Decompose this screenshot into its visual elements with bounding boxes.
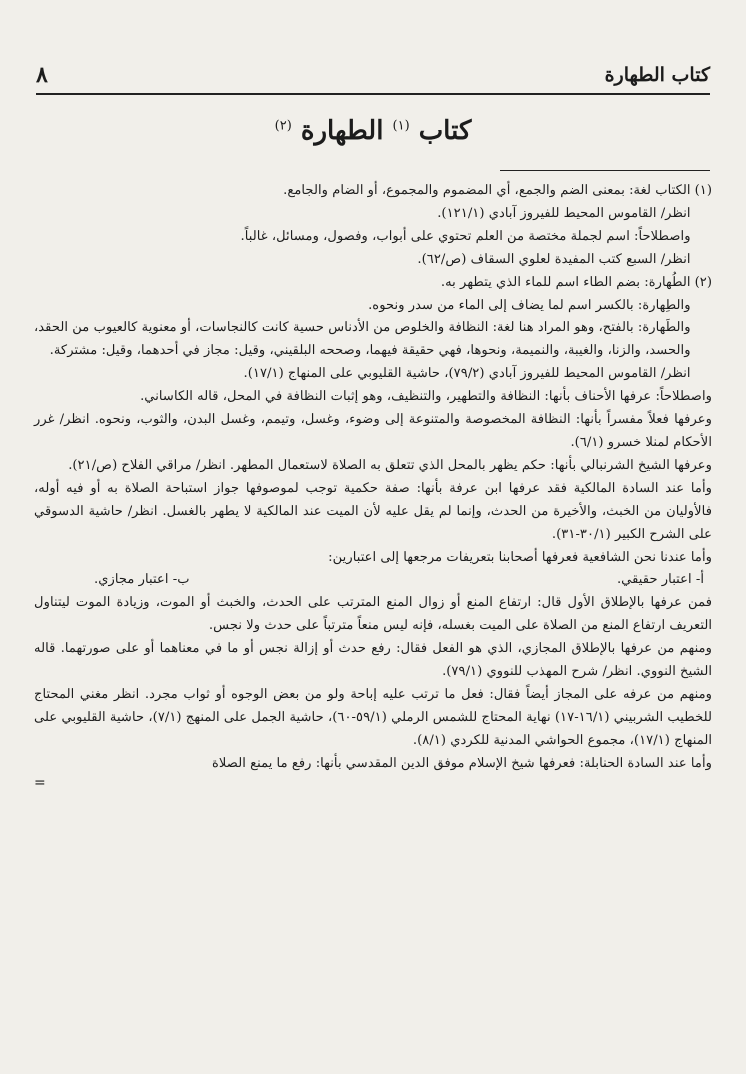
footnote-text: انظر/ السبع كتب المفيدة لعلوي السقاف (ص/٦٢). <box>417 251 691 267</box>
header-rule <box>36 93 710 95</box>
footnote-1 <box>34 180 712 272</box>
footnote-text: والطِهارة: بالكسر اسم لما يضاف إلى الماء من سدر ونحوه. <box>368 297 691 313</box>
definition-options <box>34 569 712 592</box>
footnote-2 <box>34 272 712 387</box>
footnote-text: انظر/ القاموس المحيط للفيروز آبادي (٧٩/٢)، حاشية القليوبي على المنهاج (١٧/١). <box>243 366 691 382</box>
footnote-text: واصطلاحاً: اسم لجملة مختصة من العلم تحتوي على أبواب، وفصول، ومسائل، غالباً. <box>240 228 691 244</box>
chapter-title <box>0 116 746 146</box>
footnote-separator <box>500 170 710 171</box>
footnote-text: وأما عند السادة المالكية فقد عرفها ابن عرفة بأنها: صفة حكمية توجب لموصوفها جواز استباحة الصلاة به أو فيه أوله، فالأوليان من الخبث، والأخيرة من الحدث، وإنما لم يقل عليه لأن الميت عند المالكية لا يطهر بالغسل. انظر/ حاشية الدسوقي على الشرح الكبير (٣٠/١-٣١). <box>34 480 712 542</box>
footnote-ref-2: (٢) <box>274 118 292 134</box>
footnotes <box>34 180 712 790</box>
option-b: ب- اعتبار مجازي. <box>94 572 190 588</box>
footnote-text: والطَهارة: بالفتح، وهو المراد هنا لغة: النظافة والخلوص من الأدناس حسية كانت كالنجاسات، أو معنوية كالعيوب من الحقد، والحسد، والزنا، والغيبة، والنميمة، ونحوها، فهي حقيقة فيهما، وصححه البلقيني، وقيل: مجاز في أحدهما، وقيل: مشتركة. <box>34 320 691 359</box>
footnote-number: (٢) <box>694 274 712 290</box>
footnote-text: انظر/ القاموس المحيط للفيروز آبادي (١٢١/١). <box>437 205 691 221</box>
title-word-tahara: الطهارة <box>300 116 384 146</box>
footnote-text: وأما عند السادة الحنابلة: فعرفها شيخ الإسلام موفق الدين المقدسي بأنها: رفع ما يمنع الصلاة <box>211 755 712 771</box>
running-title: كتاب الطهارة <box>604 64 710 86</box>
footnote-text: وأما عندنا نحن الشافعية فعرفها أصحابنا بتعريفات مرجعها إلى اعتبارين: <box>328 549 712 565</box>
footnote-text: ومنهم من عرفها بالإطلاق المجازي، الذي هو الفعل فقال: رفع حدث أو إزالة نجس أو ما في معناهما أو على صورتهما. قاله الشيخ النووي. انظر/ شرح المهذب للنووي (٧٩/١). <box>34 641 712 680</box>
footnote-text: وعرفها الشيخ الشرنبالي بأنها: حكم يظهر بالمحل الذي تتعلق به الصلاة لاستعمال المطهر. انظر/ مراقي الفلاح (ص/٢١). <box>68 457 712 473</box>
footnote-ref-1: (١) <box>392 118 410 134</box>
footnote-number: (١) <box>694 183 712 198</box>
footnote-text: فمن عرفها بالإطلاق الأول قال: ارتفاع المنع أو زوال المنع المترتب على الحدث، والخبث أو الموت، وزيادة الموت ليتناول التعريف ارتفاع المنع من الصلاة على الميت بغسله، فإنه ليس منعاً مترتباً على حدث ولا نجس. <box>34 595 712 634</box>
footnote-text: الطُهارة: بضم الطاء اسم للماء الذي يتطهر به. <box>440 274 691 290</box>
option-a: أ- اعتبار حقيقي. <box>616 572 704 588</box>
page-number: ٨ <box>36 62 48 87</box>
footnote-text: واصطلاحاً: عرفها الأحناف بأنها: النظافة والتطهير، والتنظيف، وهو إثبات النظافة في المحل، قاله الكاساني. <box>140 389 712 405</box>
continuation-mark: = <box>34 774 46 791</box>
footnote-text: ومنهم من عرفه على المجاز أيضاً فقال: فعل ما ترتب عليه إباحة ولو من بعض الوجوه أو ثواب مجرد. انظر مغني المحتاج للخطيب الشربيني (١٦/١-١٧) نهاية المحتاج للشمس الرملي (٥٩/١-٦٠)، حاشية الجمل على المنهج (٧/١)، حاشية القليوبي على المنهاج (١٧/١)، مجموع الحواشي المدنية للكردي (٨/١). <box>34 686 712 748</box>
footnote-text: وعرفها فعلاً مفسراً بأنها: النظافة المخصوصة والمتنوعة إلى وضوء، وغسل، وتيمم، وغسل البدن، والثوب، ونحوه. انظر/ غرر الأحكام لمنلا خسرو (٦/١). <box>34 412 712 450</box>
title-word-kitab: كتاب <box>418 116 472 146</box>
footnote-text: الكتاب لغة: بمعنى الضم والجمع، أي المضموم والمجموع، أو الضام والجامع. <box>283 183 691 198</box>
page-header <box>36 60 710 90</box>
